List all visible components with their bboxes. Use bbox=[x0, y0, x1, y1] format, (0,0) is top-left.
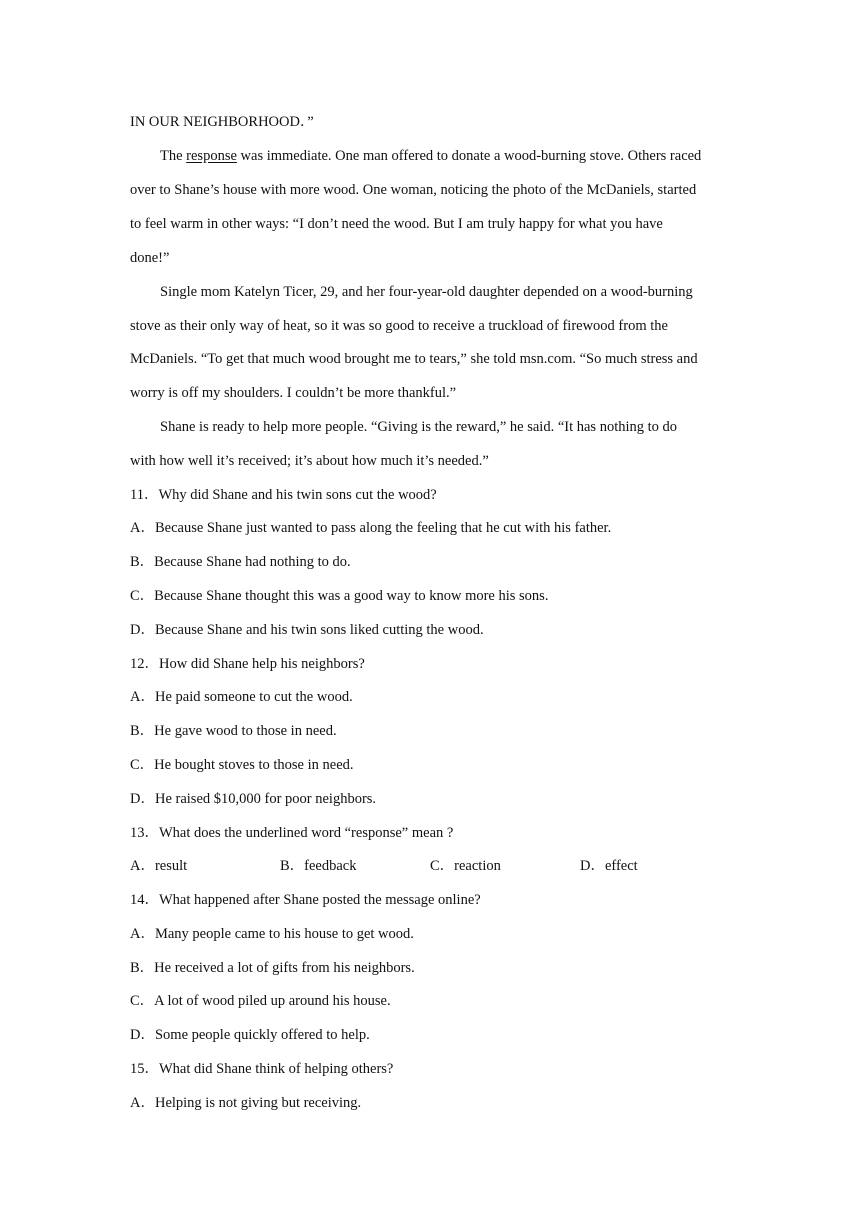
question-12-option-b: B．He gave wood to those in need. bbox=[130, 723, 337, 739]
question-12-option-d: D．He raised $10,000 for poor neighbors. bbox=[130, 791, 377, 807]
passage-line: done!” bbox=[130, 250, 170, 266]
passage-line: Single mom Katelyn Ticer, 29, and her four-year-old daughter depended on a wood-burning bbox=[160, 284, 693, 300]
question-13-options bbox=[130, 856, 730, 876]
question-13-option-d: D．effect bbox=[580, 858, 638, 874]
passage-line: stove as their only way of heat, so it was so good to receive a truckload of firewood from the bbox=[130, 318, 668, 334]
question-15-option-a: A．Helping is not giving but receiving. bbox=[130, 1095, 362, 1111]
passage-line: IN OUR NEIGHBORHOOD．” bbox=[130, 114, 314, 130]
question-13-option-c: C．reaction bbox=[430, 858, 501, 874]
passage-text: was immediate. One man offered to donate a wood-burning stove. Others raced bbox=[236, 148, 702, 164]
question-12-option-c: C．He bought stoves to those in need. bbox=[130, 757, 354, 773]
passage-line: over to Shane’s house with more wood. One woman, noticing the photo of the McDaniels, started bbox=[130, 182, 697, 198]
passage-line: with how well it’s received; it’s about how much it’s needed.” bbox=[130, 453, 489, 469]
question-11-option-a: A．Because Shane just wanted to pass along the feeling that he cut with his father. bbox=[130, 520, 612, 536]
question-13-option-a: A．result bbox=[130, 858, 188, 874]
question-11-option-d: D．Because Shane and his twin sons liked cutting the wood. bbox=[130, 622, 484, 638]
passage-line: worry is off my shoulders. I couldn’t be more thankful.” bbox=[130, 385, 457, 401]
question-15-stem: 15．What did Shane think of helping others? bbox=[130, 1061, 394, 1077]
question-14-option-a: A．Many people came to his house to get wood. bbox=[130, 926, 414, 942]
question-12-option-a: A．He paid someone to cut the wood. bbox=[130, 689, 353, 705]
passage-line: Shane is ready to help more people. “Giving is the reward,” he said. “It has nothing to do bbox=[160, 419, 678, 435]
question-11-stem: 11．Why did Shane and his twin sons cut the wood? bbox=[130, 487, 437, 503]
question-14-option-d: D．Some people quickly offered to help. bbox=[130, 1027, 370, 1043]
passage-text: The bbox=[160, 148, 187, 164]
question-14-option-c: C．A lot of wood piled up around his house. bbox=[130, 993, 391, 1009]
question-14-option-b: B．He received a lot of gifts from his neighbors. bbox=[130, 960, 415, 976]
question-11-option-c: C．Because Shane thought this was a good way to know more his sons. bbox=[130, 588, 549, 604]
question-13-stem: 13．What does the underlined word “response” mean ? bbox=[130, 825, 454, 841]
question-11-option-b: B．Because Shane had nothing to do. bbox=[130, 554, 351, 570]
question-13-option-b: B．feedback bbox=[280, 858, 357, 874]
passage-paragraph-response bbox=[160, 146, 760, 166]
passage-line: to feel warm in other ways: “I don’t need the wood. But I am truly happy for what you have bbox=[130, 216, 663, 232]
question-14-stem: 14．What happened after Shane posted the message online? bbox=[130, 892, 481, 908]
passage-line: McDaniels. “To get that much wood brought me to tears,” she told msn.com. “So much stress and bbox=[130, 351, 698, 367]
question-12-stem: 12．How did Shane help his neighbors? bbox=[130, 656, 365, 672]
underlined-word-response: response bbox=[186, 148, 237, 164]
